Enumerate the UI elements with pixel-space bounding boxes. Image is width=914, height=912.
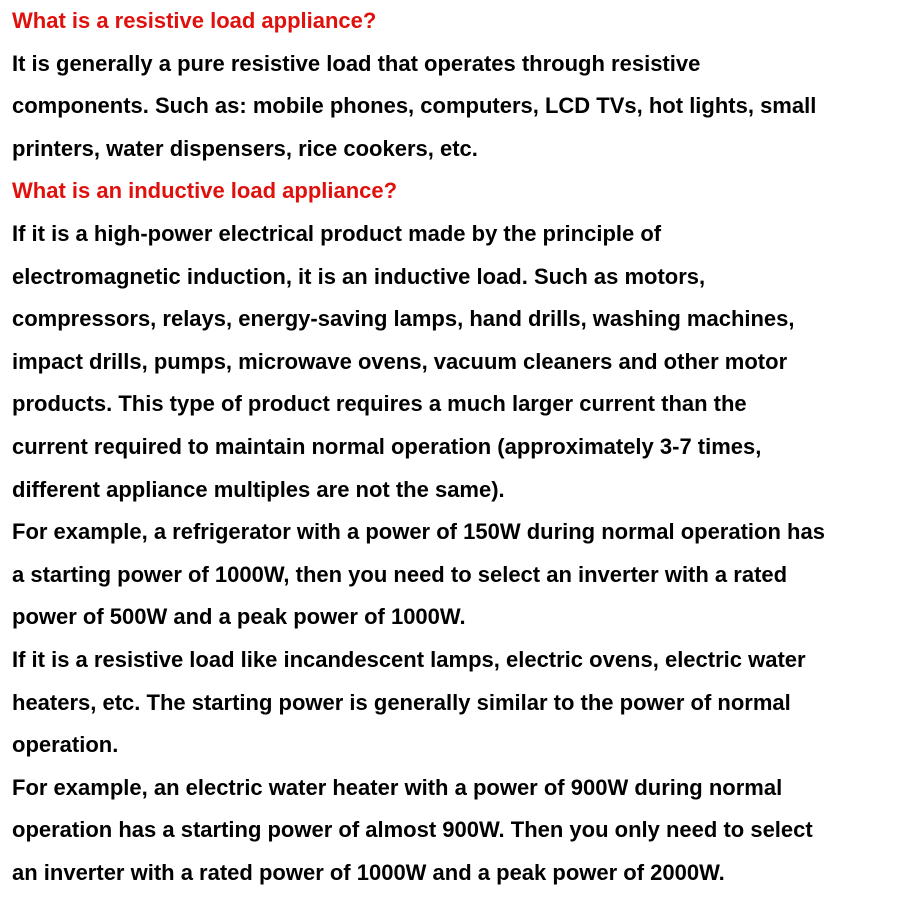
paragraph-line: different appliance multiples are not the same). [12,476,505,502]
paragraph-line: an inverter with a rated power of 1000W and a peak power of 2000W. [12,859,725,885]
paragraph-line: compressors, relays, energy-saving lamps, hand drills, washing machines, [12,306,795,332]
paragraph-line: operation. [12,732,119,758]
paragraph-line: If it is a resistive load like incandescent lamps, electric ovens, electric water [12,646,806,672]
paragraph-line: current required to maintain normal operation (approximately 3-7 times, [12,433,762,459]
paragraph-line: products. This type of product requires a much larger current than the [12,391,747,417]
paragraph-line: power of 500W and a peak power of 1000W. [12,604,466,630]
paragraph-line: printers, water dispensers, rice cookers, etc. [12,135,478,161]
paragraph-line: If it is a high-power electrical product made by the principle of [12,220,662,246]
paragraph-line: It is generally a pure resistive load that operates through resistive [12,50,701,76]
heading-resistive-load: What is a resistive load appliance? [12,8,377,33]
paragraph-line: heaters, etc. The starting power is generally similar to the power of normal [12,689,791,715]
paragraph-line: electromagnetic induction, it is an inductive load. Such as motors, [12,263,706,289]
paragraph-line: For example, a refrigerator with a power of 150W during normal operation has [12,519,825,545]
paragraph-line: components. Such as: mobile phones, computers, LCD TVs, hot lights, small [12,93,817,119]
paragraph-line: impact drills, pumps, microwave ovens, vacuum cleaners and other motor [12,348,788,374]
document-body [12,0,912,894]
paragraph-line: For example, an electric water heater with a power of 900W during normal [12,774,783,800]
paragraph-line: operation has a starting power of almost 900W. Then you only need to select [12,817,813,843]
paragraph-line: a starting power of 1000W, then you need to select an inverter with a rated [12,561,788,587]
heading-inductive-load: What is an inductive load appliance? [12,178,398,204]
